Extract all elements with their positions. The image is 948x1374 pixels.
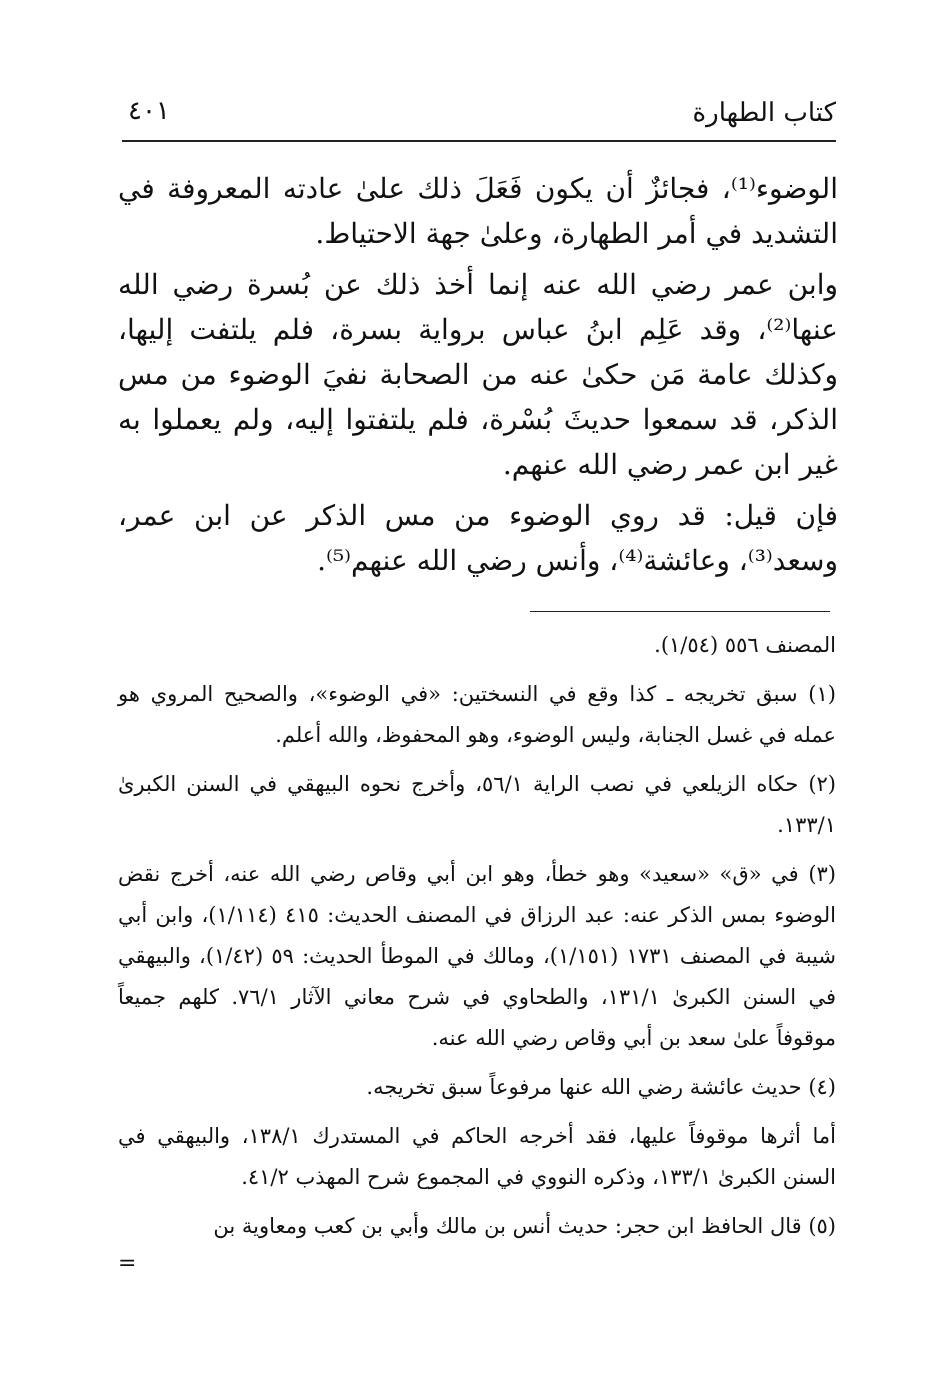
chapter-title: كتاب الطهارة <box>692 98 836 128</box>
main-text <box>118 166 838 589</box>
paragraph-3: فإن قيل: قد روي الوضوء من مس الذكر عن ابن عمر، وسعد⁽³⁾، وعائشة⁽⁴⁾، وأنس رضي الله عنهم⁽⁵⁾. <box>118 499 838 577</box>
footnote-4: (٤) حديث عائشة رضي الله عنها مرفوعاً سبق تخريجه. <box>366 1075 836 1099</box>
page-number: ٤٠١ <box>128 96 170 126</box>
continuation-mark: = <box>118 1251 137 1276</box>
page-header <box>122 92 836 142</box>
footnotes <box>118 625 836 1281</box>
footnote-3: (٣) في «ق» «سعيد» وهو خطأ، وهو ابن أبي وقاص رضي الله عنه، أخرج نقض الوضوء بمس الذكر عنه: عبد الرزاق في المصنف الحديث: ٤١٥ (١/١١٤)، وابن أبي شيبة في المصنف ١٧٣١ (١/١٥١)، ومالك في الموطأ الحديث: ٥٩ (١/٤٢)، والبيهقي في السنن الكبرىٰ ١٣١/١، والطحاوي في شرح معاني الآثار ٧٦/١. كلهم جميعاً موقوفاً علىٰ سعد بن أبي وقاص رضي الله عنه. <box>118 862 837 1050</box>
paragraph-1: الوضوء⁽¹⁾، فجائزٌ أن يكون فَعَلَ ذلك علىٰ عادته المعروفة في التشديد في أمر الطهارة، وعلىٰ جهة الاحتياط. <box>118 172 838 250</box>
footnote-separator <box>530 611 830 612</box>
footnote-2: (٢) حكاه الزيلعي في نصب الراية ٥٦/١، وأخرج نحوه البيهقي في السنن الكبرىٰ ١٣٣/١. <box>118 772 836 837</box>
paragraph-2: وابن عمر رضي الله عنه إنما أخذ ذلك عن بُسرة رضي الله عنها⁽²⁾، وقد عَلِم ابنُ عباس برواية بسرة، فلم يلتفت إليها، وكذلك عامة مَن حكىٰ عنه من الصحابة نفيَ الوضوء من مس الذكر، قد سمعوا حديثَ بُسْرة، فلم يلتفتوا إليه، ولم يعملوا به غير ابن عمر رضي الله عنهم. <box>118 268 838 481</box>
footnote-carryover: المصنف ٥٥٦ (١/٥٤). <box>654 633 836 657</box>
footnote-1: (١) سبق تخريجه ـ كذا وقع في النسختين: «في الوضوء»، والصحيح المروي هو عمله في غسل الجنابة، وليس الوضوء، وهو المحفوظ، والله أعلم. <box>118 682 836 747</box>
footnote-4-continued: أما أثرها موقوفاً عليها، فقد أخرجه الحاكم في المستدرك ١٣٨/١، والبيهقي في السنن الكبرىٰ ١٣٣/١، وذكره النووي في المجموع شرح المهذب ٤١/٢. <box>118 1124 836 1189</box>
footnote-5: (٥) قال الحافظ ابن حجر: حديث أنس بن مالك وأبي بن كعب ومعاوية بن <box>213 1214 836 1238</box>
